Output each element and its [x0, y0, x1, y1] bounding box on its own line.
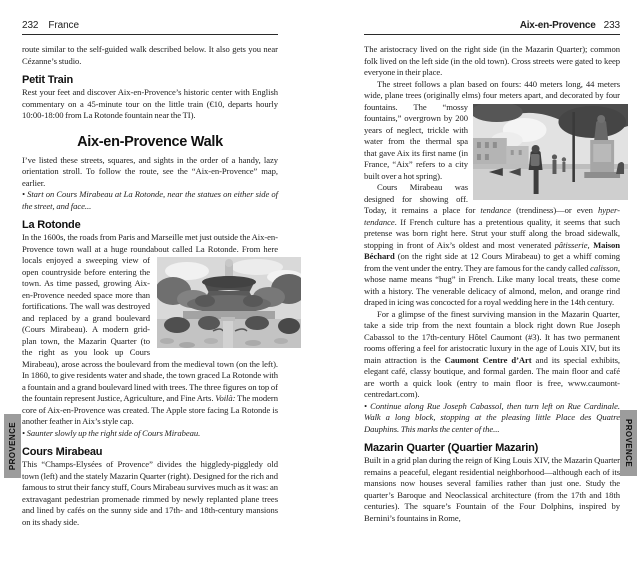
- street-plan-paragraph: [364, 79, 620, 183]
- la-rotonde-text: The modern core of Aix-en-Provence was created. The Apple store facing La Rotonde is another feather in Aix’s style cap.: [22, 393, 278, 426]
- la-rotonde-text: In the 1600s, the roads from Paris and Marseille met just outside the Aix-en-Provence town wall at a huge roundabout called La: [22, 232, 278, 254]
- tendance-text: Cours Mirabeau was designed for showing off. Today, it remains a place for: [364, 182, 481, 215]
- walk-title: Aix-en-Provence Walk: [77, 133, 223, 150]
- intro-paragraph: route similar to the self-guided walk described below. It also gets you near Cézanne’s studio.: [22, 44, 278, 66]
- cours-mirabeau-street-photo: [473, 104, 628, 200]
- provence-tab-right: [620, 410, 637, 476]
- page-header-left: [22, 20, 278, 35]
- caumont-text: For a glimpse of the finest surviving mansion in the Mazarin Quarter, take a side trip from the next fountain a block right down Rue Joseph Cabassol to the 17th-century Hôtel Caumont (#3). It has two permanent rooms offering a feel for aristocratic luxury in the age of Louis XIV, but its main attraction is the: [364, 308, 620, 365]
- page-right: [364, 20, 640, 562]
- section-heading-mazarin-quarter: Mazarin Quarter (Quartier Mazarin): [364, 442, 539, 454]
- page-left: [22, 20, 314, 562]
- hyper-tendance-italic: hyper-tendance: [364, 205, 620, 227]
- caumont-text: and its special exhibits, elegant café, classy boutique, and formal garden. The main floor and café are worth a quick look (entry to main floor is free, www.caumont-centredart.com).: [364, 354, 620, 399]
- tendance-paragraph: [364, 182, 620, 309]
- la-rotonde-text: Rotonde. From here locals enjoyed a sweeping view of open countryside before entering the town. As time passed, growing Aix-en-Provence needed space more than fortifications. The wall was destroyed and replaced by a grand boulevard (Cours Mirabeau). A modern grid-plan town, the Mazarin Quarter (to the right as you look up Cours Mirabeau), arose across the boulevard from the medieval town (on the left). In 1860, to give residents water and shade, the town graced La Rotonde with a fountain and a grand boulevard lined with trees. The three figures on top of the fountain represent Justice, Agriculture, and Fine Arts.: [22, 243, 278, 403]
- calisson-italic: calisson,: [590, 262, 620, 273]
- provence-tab-right-label: PROVENCE: [624, 418, 633, 468]
- caumont-paragraph: [364, 309, 620, 401]
- tendance-text: whose name means “hug” in French. Like many local treats, these come with a history. The venerable delicacy of almond, melon, and orange rind draped in icing was concocted for a royal wedding here in the 14th century.: [364, 274, 620, 307]
- la-rotonde-fountain-photo: [157, 257, 301, 348]
- tendance-text: . If French culture has a pretentious quality, it seems that such pretense was born right here. Strut your stuff along the broad sidewalk, stopping in front of Aix’s oldest and most venerated: [364, 216, 620, 250]
- petit-train-paragraph: Rest your feet and discover Aix-en-Provence’s historic center with English commentary on a 45-minute tour on the little train (€10, departs hourly 10:00-18:00 from La Rotonde fountain near the TI).: [22, 87, 278, 120]
- section-heading-la-rotonde: La Rotonde: [22, 219, 81, 231]
- section-heading-petit-train: Petit Train: [22, 74, 73, 86]
- maison-bechard-bold: Maison Béchard: [364, 239, 620, 261]
- la-rotonde-voila: Voilà:: [215, 393, 236, 403]
- cabassol-direction-note: • Continue along Rue Joseph Cabassol, then turn left on Rue Cardinale. Walk a long block, stopping at the pleasing little Place des Quatre Dauphins. This marks the center of the...: [364, 400, 620, 434]
- provence-tab-left-label: PROVENCE: [8, 421, 17, 471]
- walk-intro-paragraph: I’ve listed these streets, squares, and sights in the order of a handy, lazy orientation stroll. To follow the route, see the “Aix-en-Provence” map, earlier.: [22, 154, 278, 188]
- walk-direction-note: • Start on Cours Mirabeau at La Rotonde, near the statues on either side of the street, and face...: [22, 189, 278, 211]
- caumont-centre-bold: Caumont Centre d’Art: [444, 354, 532, 365]
- running-head-left: France: [48, 20, 79, 31]
- patisserie-italic: pâtisserie,: [554, 239, 594, 250]
- aristocracy-paragraph: The aristocracy lived on the right side (in the Mazarin Quarter); common folk lived on the left side (in the old town). Cross streets were gated to keep everyone in their place.: [364, 44, 620, 77]
- running-head-right: Aix-en-Provence: [519, 20, 596, 31]
- tendance-text: (on the right side at 12 Cours Mirabeau) to get a whiff coming from the vent under the entry. They are famous for the candy called: [364, 251, 620, 273]
- mazarin-paragraph: Built in a grid plan during the reign of King Louis XIV, the Mazarin Quarter remains a peaceful, elegant residential neighborhood—although each of its mansions now houses several families rather than just one. Study the quarter’s Baroque and Neoclassical architecture (from the 17th and 18th centuries). The square’s Fountain of the Four Dolphins, inspired by Bernini’s fountains in Rome,: [364, 455, 620, 523]
- page-number-right: 233: [603, 20, 620, 31]
- la-rotonde-direction-note: • Saunter slowly up the right side of Cours Mirabeau.: [22, 427, 201, 438]
- tendance-text: (trendiness)—or even: [511, 205, 599, 215]
- page-header-right: [364, 20, 620, 35]
- street-plan-text: decorated by four fountains. The “mossy fountains,” overgrown by 200 years of neglect, trickle with water from the thermal spa that gave Aix its first name (in France, “Aix” refers to a city built over a hot spring).: [364, 90, 620, 181]
- street-plan-text: The street follows a plan based on fours: 440 meters long, 44 meters wide, plane trees (originally elms) four meters apart, and: [364, 78, 620, 100]
- page-number-left: 232: [22, 20, 39, 31]
- section-heading-cours-mirabeau: Cours Mirabeau: [22, 446, 103, 458]
- la-rotonde-paragraph: [22, 232, 278, 428]
- cours-mirabeau-paragraph: This “Champs-Elysées of Provence” divides the higgledy-piggledy old town (left) and the stately Mazarin Quarter (right). Designed for the rich and famous to strut their fancy stuff, Cours Mirabeau survives much as it was: an extravagant pedestrian promenade rimmed by newly replanted plane trees and lined by cafés on the sunny side and 17th- and 18th-century mansions on its shady side.: [22, 459, 278, 527]
- provence-tab-left: [4, 414, 21, 478]
- tendance-italic: tendance: [480, 205, 512, 215]
